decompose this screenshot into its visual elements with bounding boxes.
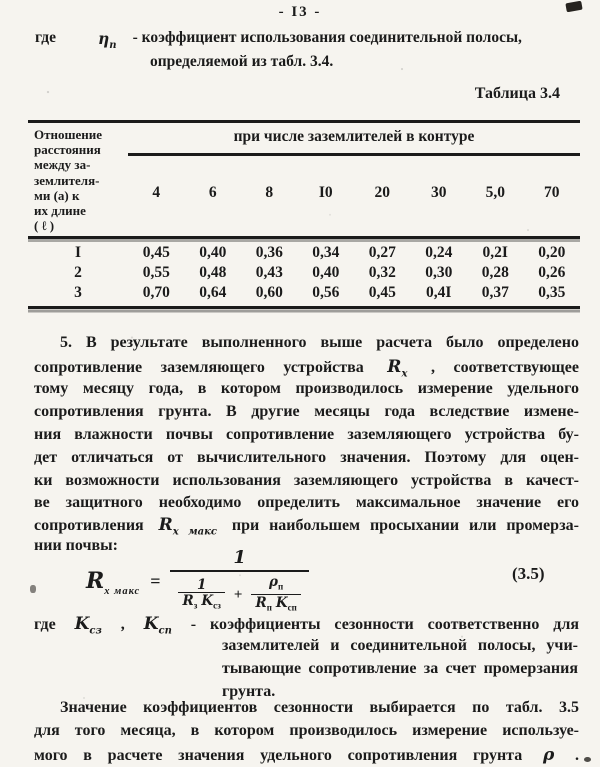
scan-artifact (30, 585, 36, 593)
table-top-rule (28, 120, 580, 123)
definition-line-1 (35, 29, 580, 51)
row-header-line: ми (а) к (34, 187, 80, 203)
cell: 0,45 (142, 244, 170, 261)
cell: 0,35 (538, 284, 566, 301)
text-segment: сопротивления (34, 517, 144, 534)
row-header-line: между за- (34, 157, 91, 173)
k-sp-symbol: $K_{сп}$ (143, 614, 172, 637)
cell: 0,4I (426, 284, 452, 301)
row-header-line: Отношение (34, 127, 102, 142)
where-clause-line: грунта. (222, 683, 276, 700)
where-clause-line (34, 614, 579, 636)
cell: 0,34 (312, 244, 340, 261)
paragraph-line (34, 745, 579, 765)
r-x-max-lhs: R $_{х макс}$ (86, 568, 141, 597)
table-row (28, 264, 580, 282)
k-sz-symbol: $K_{сз}$ (74, 614, 102, 637)
equation-number: (3.5) (512, 564, 545, 583)
cell: 0,48 (199, 264, 227, 281)
row-label: 2 (74, 264, 82, 281)
row-label: I (74, 244, 82, 261)
paragraph-line: ки возможности использования заземляющего устройства в качест- (34, 472, 579, 489)
equation-3-5 (86, 549, 309, 613)
table-mid-rule (28, 236, 580, 239)
row-header-line: расстояния (34, 142, 101, 158)
rho-symbol: ρ (542, 745, 555, 765)
text-segment: мого в расчете значения удельного сопротивления грунта (34, 747, 523, 764)
column-header: 5,0 (485, 184, 505, 201)
text-segment: , (120, 616, 125, 633)
table-header-rule (128, 153, 580, 156)
table-row (28, 284, 580, 302)
cell: 0,26 (538, 264, 566, 281)
table-3-4 (28, 120, 580, 312)
column-headers-row (28, 184, 580, 202)
eta-p-symbol: $\eta_п$ (98, 29, 117, 52)
where-word: где (34, 616, 56, 633)
table-row-header (34, 127, 134, 233)
table-row (28, 244, 580, 262)
text-segment: , соответствующее (430, 359, 580, 376)
column-header: 30 (431, 184, 447, 201)
row-label: 3 (74, 284, 82, 301)
paragraph-line: 5. В результате выполненного выше расчета было определено (60, 334, 579, 351)
cell: 0,27 (368, 244, 396, 261)
table-caption: Таблица 3.4 (474, 85, 560, 102)
rho-p-symbol: $\rho_п$ (269, 574, 284, 592)
fraction-numerator: 1 (233, 547, 246, 569)
row-header-line: их длине (34, 203, 86, 219)
paragraph-line (34, 357, 579, 379)
paragraph-line (34, 515, 579, 537)
paragraph-line: тому месяцу года, в котором производилось измерение удельного (34, 380, 579, 397)
r-p-symbol: $R_п$ (255, 595, 272, 613)
k-sz-symbol: $K_{сз}$ (201, 592, 221, 611)
definition-text: - коэффициент использования соединительной полосы, (132, 29, 522, 46)
cell: 0,43 (255, 264, 283, 281)
column-header: 4 (152, 184, 161, 201)
cell: 0,32 (368, 264, 396, 281)
r-z-symbol: $R_з$ (182, 592, 198, 611)
cell: 0,45 (368, 284, 396, 301)
row-header-line: землителя- (34, 172, 100, 188)
column-header: 20 (374, 184, 390, 201)
cell: 0,70 (142, 284, 170, 301)
text-segment: - коэффициенты сезонности соответственно для (190, 616, 580, 633)
paragraph-line: для того месяца, в котором производилось измерение используе- (34, 722, 579, 739)
column-header: 70 (544, 184, 560, 201)
fraction-term-2 (251, 575, 300, 614)
paragraph-line: ве защитного необходимо определить максимальное значение его (34, 494, 579, 511)
paragraph-line: ния влажности почвы сопротивление заземляющего устройства бу- (34, 426, 579, 443)
definition-line-2: определяемой из табл. 3.4. (150, 53, 334, 70)
cell: 0,64 (199, 284, 227, 301)
cell: 0,30 (425, 264, 453, 281)
scan-artifact (584, 757, 591, 762)
cell: 0,2I (482, 244, 508, 261)
where-word: где (35, 29, 56, 46)
table-bottom-rule (28, 306, 580, 309)
page-number: - I3 - (278, 4, 322, 20)
cell: 0,55 (142, 264, 170, 281)
equals-sign: = (150, 570, 161, 591)
cell: 0,36 (255, 244, 283, 261)
empty-cell (28, 184, 128, 202)
paragraph-line: Значение коэффициентов сезонности выбирается по табл. 3.5 (60, 699, 579, 716)
text-segment: при наибольшем просыхании или промерза- (231, 517, 579, 534)
cell: 0,37 (481, 284, 509, 301)
cell: 0,20 (538, 244, 566, 261)
paragraph-line: сопротивления грунта. В другие месяцы года вследствие измене- (34, 403, 579, 420)
column-header: 6 (208, 184, 217, 201)
r-x-max-symbol: $R_{х макс}$ (158, 515, 217, 538)
column-header: 8 (265, 184, 274, 201)
cell: 0,40 (312, 264, 340, 281)
main-fraction (170, 547, 308, 614)
cell: 0,56 (312, 284, 340, 301)
paragraph-line: нии почвы: (34, 537, 118, 554)
fraction-denominator (170, 570, 308, 614)
plus-sign: + (233, 586, 243, 603)
paragraph-line: дет отличаться от вычислительного значения. Поэтому для оцен- (34, 449, 579, 466)
cell: 0,28 (481, 264, 509, 281)
row-header-line: ( ℓ ) (34, 218, 55, 234)
k-sp-symbol: $K_{сп}$ (275, 595, 297, 613)
cell: 0,60 (255, 284, 283, 301)
fraction-term-1: 1 $R_з$ $K_{сз}$ (178, 578, 224, 613)
cell: 0,40 (199, 244, 227, 261)
cell: 0,24 (425, 244, 453, 261)
where-clause-line: тывающие сопротивление за счет промерзания (222, 660, 578, 677)
column-group-header: при числе заземлителей в контуре (233, 128, 475, 145)
text-segment: сопротивление заземляющего устройства (34, 359, 364, 376)
text-segment: . (575, 747, 579, 764)
where-clause-line: заземлителей и соединительной полосы, учи- (222, 637, 578, 654)
r-x-symbol: $R_х$ (387, 357, 408, 380)
column-header: I0 (318, 184, 333, 201)
